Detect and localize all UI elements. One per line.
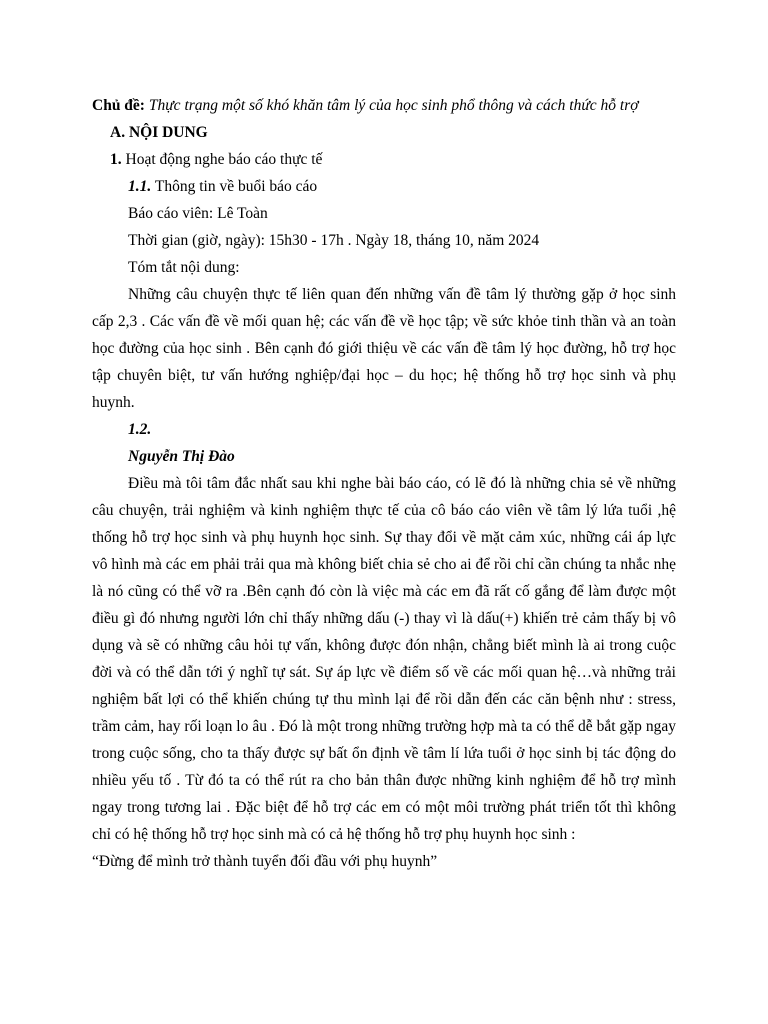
- topic-title: Thực trạng một số khó khăn tâm lý của học sinh phổ thông và cách thức hỗ trợ: [148, 97, 639, 114]
- reporter-line: Báo cáo viên: Lê Toàn: [128, 205, 268, 222]
- item-1-text: Hoạt động nghe báo cáo thực tế: [125, 151, 323, 168]
- item-1-1-number: 1.1.: [128, 178, 152, 195]
- item-1-2-heading: 1.2.: [128, 421, 152, 438]
- item-1-1-heading: [92, 173, 676, 200]
- author-name: Nguyễn Thị Đào: [128, 448, 235, 465]
- topic-line: [92, 92, 676, 119]
- topic-label: Chủ đề:: [92, 97, 145, 114]
- quote-line: “Đừng để mình trở thành tuyển đối đầu với phụ huynh”: [92, 853, 438, 870]
- summary-paragraph: Những câu chuyện thực tế liên quan đến những vấn đề tâm lý thường gặp ở học sinh cấp 2,3 . Các vấn đề về mối quan hệ; các vấn đề về học tập; về sức khỏe tinh thần và an toàn học đường của học sinh . Bên cạnh đó giới thiệu về các vấn đề tâm lý học đường, hỗ trợ học tập chuyên biệt, tư vấn hướng nghiệp/đại học – du học; hệ thống hỗ trợ học sinh và phụ huynh.: [92, 286, 676, 411]
- time-line: Thời gian (giờ, ngày): 15h30 - 17h . Ngày 18, tháng 10, năm 2024: [128, 232, 540, 249]
- document-page: [92, 92, 676, 875]
- section-heading-a: A. NỘI DUNG: [110, 124, 208, 141]
- item-1-1-text: Thông tin về buổi báo cáo: [154, 178, 318, 195]
- item-1-heading: [92, 146, 676, 173]
- item-1-number: 1.: [110, 151, 122, 168]
- summary-label: Tóm tắt nội dung:: [128, 259, 240, 276]
- reflection-paragraph: Điều mà tôi tâm đắc nhất sau khi nghe bài báo cáo, có lẽ đó là những chia sẻ về những câu chuyện, trải nghiệm và kinh nghiệm thực tế của cô báo cáo viên về tâm lý lứa tuổi ,hệ thống hỗ trợ học sinh và phụ huynh học sinh. Sự thay đổi về mặt cảm xúc, những cái áp lực vô hình mà các em phải trải qua mà không biết chia sẻ cho ai để rồi chỉ cần chúng ta nhắc nhẹ là nó cũng có thể vỡ ra .Bên cạnh đó còn là việc mà các em đã rất cố gắng để làm được một điều gì đó nhưng người lớn chỉ thấy những dấu (-) thay vì là dấu(+) khiến trẻ cảm thấy bị vô dụng và sẽ có những câu hỏi tự vấn, không được đón nhận, chẳng biết mình là ai trong cuộc đời và có thể dẫn tới ý nghĩ tự sát. Sự áp lực về điểm số về các mối quan hệ…và những trải nghiệm bất lợi có thể khiến chúng tự thu mình lại để rồi dẫn đến các căn bệnh như : stress, trầm cảm, hay rối loạn lo âu . Đó là một trong những trường hợp mà ta có thể dễ bắt gặp ngay trong cuộc sống, cho ta thấy được sự bất ổn định về tâm lí lứa tuổi ở học sinh bị tác động do nhiều yếu tố . Từ đó ta có thể rút ra cho bản thân được những kinh nghiệm để hỗ trợ mình ngay trong tương lai . Đặc biệt để hỗ trợ các em có một môi trường phát triển tốt thì không chỉ có hệ thống hỗ trợ học sinh mà có cả hệ thống hỗ trợ phụ huynh học sinh :: [92, 475, 676, 843]
